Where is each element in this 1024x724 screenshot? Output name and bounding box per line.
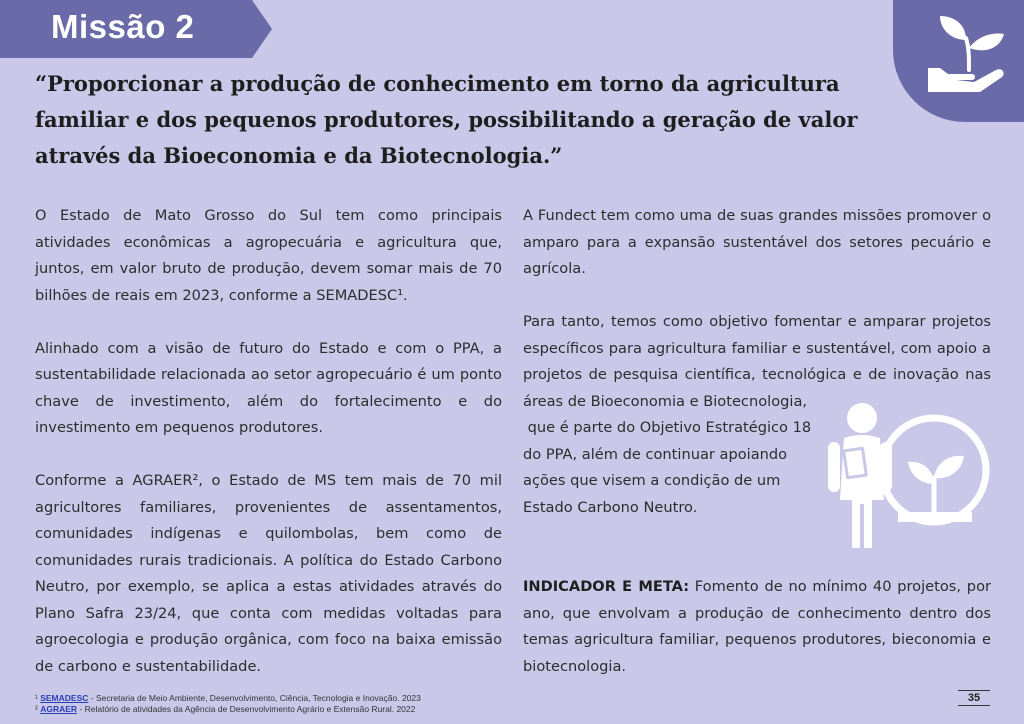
footnote-mark: ² <box>35 704 41 714</box>
left-column <box>35 203 502 707</box>
footnote-2 <box>35 704 421 715</box>
footnote-text: - Secretaria de Meio Ambiente, Desenvolvimento, Ciência, Tecnologia e Inovação. 2023 <box>88 693 421 703</box>
paragraph-economy: O Estado de Mato Grosso do Sul tem como principais atividades econômicas a agropecuária e agricultura que, juntos, em valor bruto de produção, devem somar mais de 70 bilhões de reais em 2023, conforme a SEMADESC¹. <box>35 207 502 304</box>
objectives-line: que é parte do Objetivo Estratégico 18 <box>523 419 812 436</box>
paragraph-objectives: Para tanto, temos como objetivo fomentar e amparar projetos específicos para agricultura familiar e sustentável, com apoio a projetos de pesquisa científica, tecnológica e de inovação nas áreas de Bioeconomia e Biotecnologia, <box>523 313 991 410</box>
paragraph-sustainability: Alinhado com a visão de futuro do Estado e com o PPA, a sustentabilidade relacionada ao setor agropecuário é um ponto chave de investimento, além do fortalecimento e do investimento em pequenos produtores. <box>35 339 502 436</box>
indicator-label: INDICADOR E META: <box>523 578 690 595</box>
indicator-text: Fomento de no mínimo 40 projetos, por ano, que envolvam a produção de conhecimento dentro dos temas agricultura familiar, pequenos produtores, bieconomia e biotecnologia. <box>523 578 991 675</box>
indicator-paragraph <box>523 574 991 680</box>
footnote-link-semadesc[interactable]: SEMADESC <box>40 693 89 703</box>
footnote-1 <box>35 693 421 704</box>
footnote-link-agraer[interactable]: AGRAER <box>40 704 78 714</box>
mission-quote: “Proporcionar a produção de conhecimento em torno da agricultura familiar e dos pequenos produtores, possibilitando a geração de valor através da Bioeconomia e da Biotecnologia.” <box>35 71 858 168</box>
paragraph-fundect-mission: A Fundect tem como uma de suas grandes missões promover o amparo para a expansão sustentável dos setores pecuário e agrícola. <box>523 207 991 277</box>
mission-title: Missão 2 <box>51 8 195 45</box>
corner-badge <box>893 0 1024 122</box>
page-number: 35 <box>958 690 990 706</box>
paragraph-family-farmers: Conforme a AGRAER², o Estado de MS tem mais de 70 mil agricultores familiares, provenientes de assentamentos, comunidades indígenas e quilombolas, bem como de comunidades rurais tradicionais. A política do Estado Carbono Neutro, por exemplo, se aplica a estas atividades através do Plano Safra 23/24, que conta com medidas voltadas para agroecologia e produção orgânica, com foco na baixa emissão de carbono e sustentabilidade. <box>35 472 502 675</box>
footnote-mark: ¹ <box>35 693 41 703</box>
footnote-text: - Relatório de atividades da Agência de Desenvolvimento Agrário e Extensão Rural. 2022 <box>77 704 416 714</box>
objectives-line: do PPA, além de continuar apoiando <box>523 445 788 463</box>
footnotes <box>35 693 421 715</box>
researcher-with-plant-icon <box>822 400 994 550</box>
objectives-line: ações que visem a condição de um <box>523 472 781 489</box>
paragraph-objectives-continued <box>523 415 853 521</box>
objectives-line: Estado Carbono Neutro. <box>523 498 698 516</box>
plant-in-hand-icon <box>926 12 1012 96</box>
